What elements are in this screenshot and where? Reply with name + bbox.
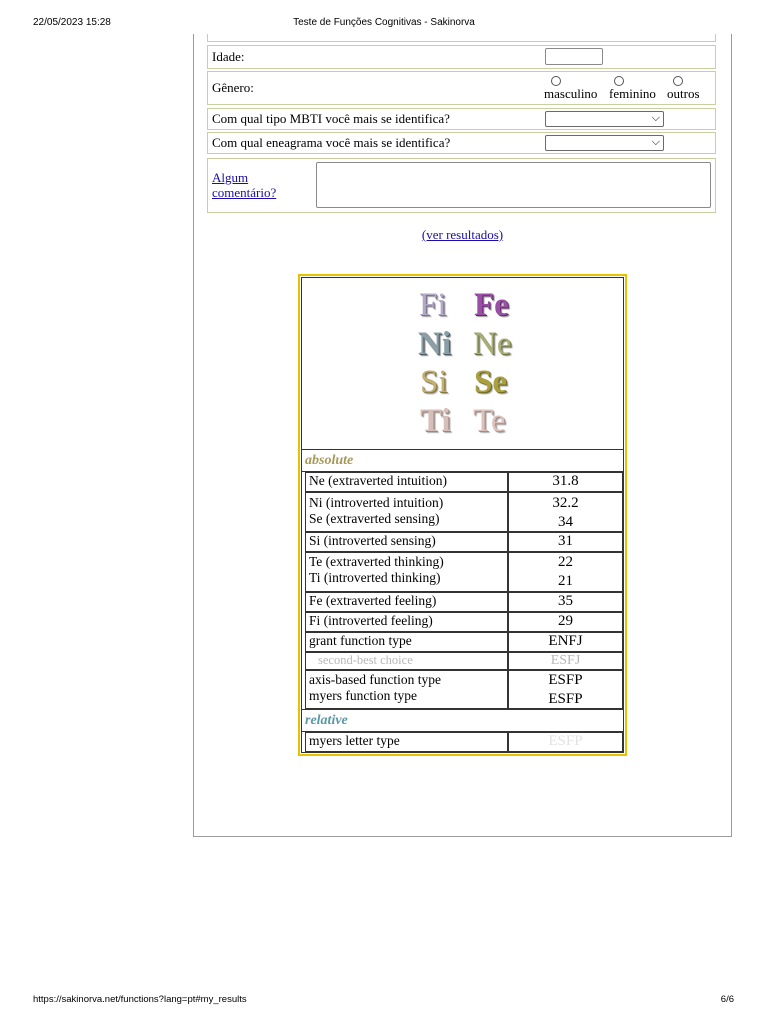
glyph-te: Te <box>473 403 506 439</box>
table-row-value-ti: 21 <box>558 573 573 589</box>
enneagram-select[interactable] <box>545 135 664 151</box>
glyph-fi: Fi <box>419 287 447 323</box>
table-row-value-myers: ESFP <box>548 691 583 707</box>
enneagram-row <box>207 132 716 154</box>
print-title: Teste de Funções Cognitivas - Sakinorva <box>293 17 475 28</box>
table-row-label <box>305 552 508 592</box>
table-row-label: Si (introverted sensing) <box>305 532 508 552</box>
table-row-value-te: 22 <box>558 554 573 570</box>
table-row-value: 31.8 <box>508 472 623 492</box>
table-row-value <box>508 492 623 532</box>
table-row-label-se: Se (extraverted sensing) <box>309 511 440 526</box>
enneagram-label: Com qual eneagrama você mais se identifica? <box>212 135 451 150</box>
table-row-label-ni: Ni (introverted intuition) <box>309 495 444 510</box>
table-row-value-axis: ESFP <box>548 672 583 688</box>
comment-textarea[interactable] <box>316 162 711 208</box>
table-row-label: myers letter type <box>305 732 508 752</box>
table-row-value: 35 <box>508 592 623 612</box>
glyph-se: Se <box>474 364 507 400</box>
table-row-label: Fe (extraverted feeling) <box>305 592 508 612</box>
table-row-label <box>305 492 508 532</box>
table-row-label: Ne (extraverted intuition) <box>305 472 508 492</box>
print-footer <box>0 994 768 1008</box>
table-row-value-ni: 32.2 <box>552 495 579 511</box>
print-datetime: 22/05/2023 15:28 <box>33 17 111 28</box>
gender-radio-masculino[interactable] <box>551 76 561 86</box>
relative-header: relative <box>301 709 624 732</box>
table-row-label-te: Te (extraverted thinking) <box>309 554 444 569</box>
gender-radio-feminino[interactable] <box>614 76 624 86</box>
comment-row <box>207 158 716 213</box>
comment-link[interactable]: Algum comentário? <box>212 170 277 200</box>
table-row-value: 29 <box>508 612 623 632</box>
table-row-value: ENFJ <box>508 632 623 652</box>
table-row-value: 31 <box>508 532 623 552</box>
table-row-value: ESFP <box>508 732 623 752</box>
glyph-ne: Ne <box>473 326 512 362</box>
age-input[interactable] <box>545 48 603 65</box>
table-row-label: Fi (introverted feeling) <box>305 612 508 632</box>
table-row-value <box>508 552 623 592</box>
gender-option-feminino: feminino <box>609 86 656 101</box>
glyph-si: Si <box>420 364 448 400</box>
mbti-label: Com qual tipo MBTI você mais se identifica? <box>212 111 450 126</box>
gender-radio-outros[interactable] <box>673 76 683 86</box>
chevron-down-icon: ⌵ <box>651 111 660 124</box>
table-row-value <box>508 670 623 709</box>
print-page-number: 6/6 <box>720 994 734 1005</box>
glyph-ti: Ti <box>420 403 451 439</box>
age-label: Idade: <box>212 49 245 64</box>
gender-option-outros: outros <box>667 86 700 101</box>
absolute-header: absolute <box>301 449 624 472</box>
gender-row <box>207 71 716 105</box>
gender-label: Gênero: <box>212 80 254 95</box>
table-row-label-myers: myers function type <box>309 688 417 703</box>
glyph-fe: Fe <box>474 287 509 323</box>
print-header <box>0 17 768 31</box>
mbti-select[interactable] <box>545 111 664 127</box>
table-row-label: grant function type <box>305 632 508 652</box>
chevron-down-icon: ⌵ <box>651 135 660 148</box>
form-top-box <box>207 34 716 42</box>
table-row-label: second-best choice <box>305 652 508 670</box>
print-url: https://sakinorva.net/functions?lang=pt#my_results <box>33 994 247 1005</box>
age-row <box>207 45 716 69</box>
table-row-value-se: 34 <box>558 514 573 530</box>
mbti-row <box>207 108 716 130</box>
glyph-ni: Ni <box>418 326 451 362</box>
view-results-link[interactable]: (ver resultados) <box>421 227 504 242</box>
gender-option-masculino: masculino <box>544 86 598 101</box>
table-row-label-ti: Ti (introverted thinking) <box>309 570 441 585</box>
table-row-label-axis: axis-based function type <box>309 672 441 687</box>
table-row-value: ESFJ <box>508 652 623 670</box>
table-row-label <box>305 670 508 709</box>
